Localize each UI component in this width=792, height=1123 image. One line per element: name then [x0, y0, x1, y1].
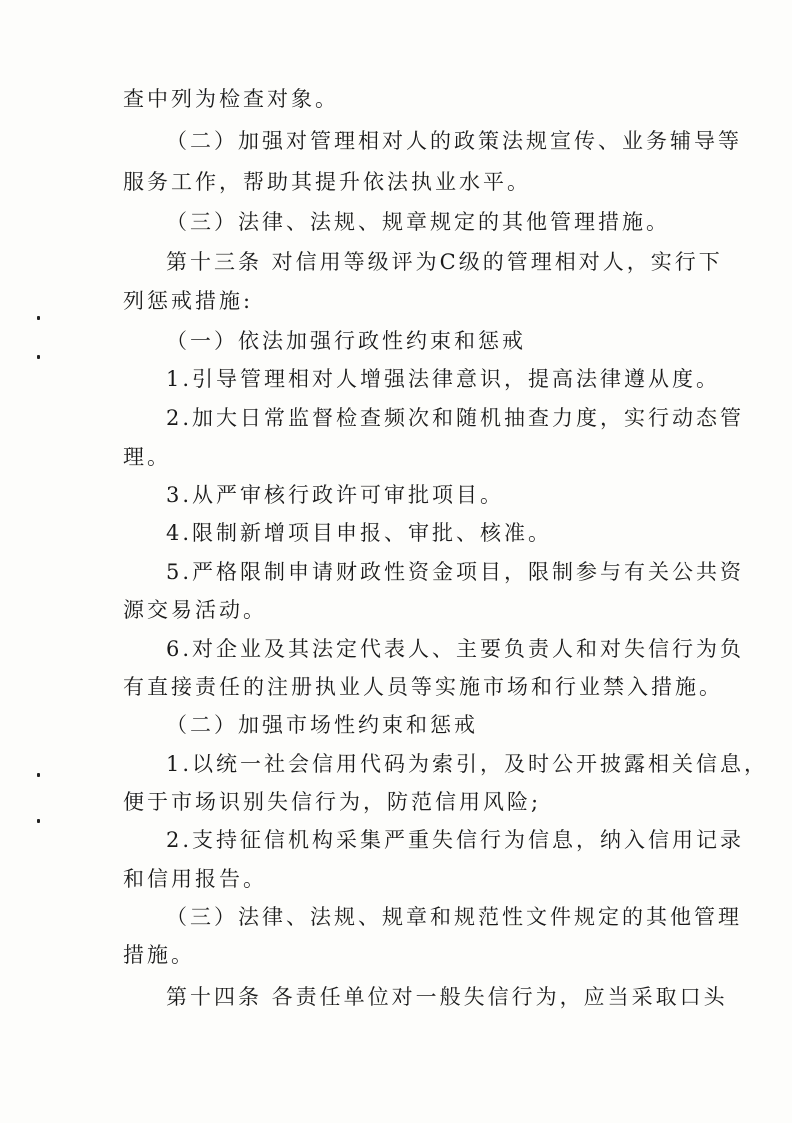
text-line: 第十三条 对信用等级评为C级的管理相对人，实行下	[166, 250, 723, 274]
text-line: 服务工作，帮助其提升依法执业水平。	[123, 170, 531, 194]
text-line: 6.对企业及其法定代表人、主要负责人和对失信行为负	[166, 637, 745, 661]
text-line: 4.限制新增项目申报、审批、核准。	[166, 521, 553, 545]
binding-hole-mark	[37, 819, 40, 823]
text-line: （三）法律、法规、规章规定的其他管理措施。	[166, 210, 670, 234]
text-line: （三）法律、法规、规章和规范性文件规定的其他管理	[166, 905, 742, 929]
text-line: 3.从严审核行政许可审批项目。	[166, 483, 505, 507]
text-line: 便于市场识别失信行为，防范信用风险;	[123, 790, 542, 814]
text-line: （二）加强市场性约束和惩戒	[166, 713, 478, 737]
text-line: 2.支持征信机构采集严重失信行为信息，纳入信用记录	[166, 828, 745, 852]
text-line: 措施。	[123, 943, 195, 967]
text-line: 和信用报告。	[123, 867, 267, 891]
text-line: 源交易活动。	[123, 598, 267, 622]
text-line: （二）加强对管理相对人的政策法规宣传、业务辅导等	[166, 129, 742, 153]
text-line: （一）依法加强行政性约束和惩戒	[166, 329, 526, 353]
text-line: 1.引导管理相对人增强法律意识，提高法律遵从度。	[166, 367, 721, 391]
binding-hole-mark	[37, 773, 40, 777]
binding-hole-mark	[37, 355, 40, 359]
text-line: 2.加大日常监督检查频次和随机抽查力度，实行动态管	[166, 406, 745, 430]
text-line: 列惩戒措施:	[123, 289, 254, 313]
text-line: 第十四条 各责任单位对一般失信行为，应当采取口头	[166, 985, 728, 1009]
text-line: 理。	[123, 445, 171, 469]
binding-hole-mark	[37, 316, 40, 320]
text-line: 1.以统一社会信用代码为索引，及时公开披露相关信息，	[166, 752, 769, 776]
text-line: 5.严格限制申请财政性资金项目，限制参与有关公共资	[166, 560, 745, 584]
text-line: 查中列为检查对象。	[123, 87, 339, 111]
text-line: 有直接责任的注册执业人员等实施市场和行业禁入措施。	[123, 675, 723, 699]
